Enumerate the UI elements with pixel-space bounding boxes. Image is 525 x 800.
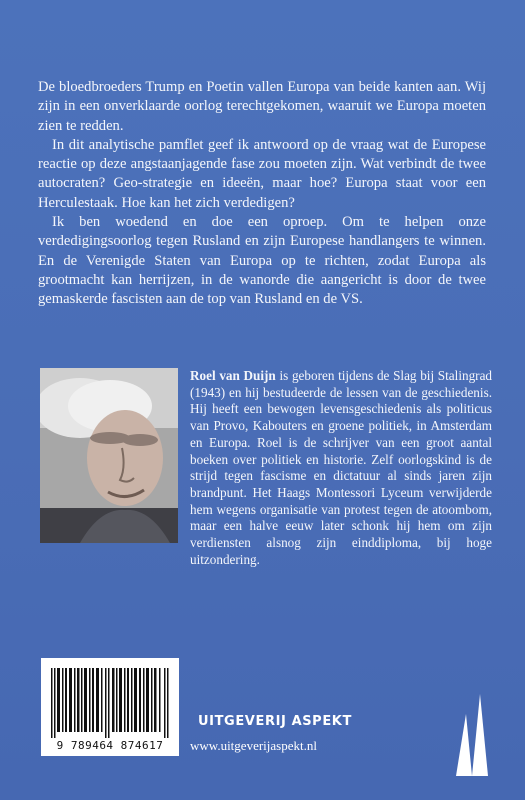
isbn-number: 9 789464 874617 bbox=[56, 739, 164, 752]
blurb-paragraph: De bloedbroeders Trump en Poetin vallen Europa van beide kanten aan. Wij zijn in een onverklaarde oorlog terechtgekomen, waaruit we Europa moeten zien te redden. bbox=[38, 79, 486, 134]
barcode-bars bbox=[51, 668, 169, 738]
blurb-text bbox=[38, 78, 486, 310]
author-bio bbox=[190, 368, 492, 568]
publisher-name: UITGEVERIJ ASPEKT bbox=[198, 714, 352, 729]
blurb-paragraph: Ik ben woedend en doe een oproep. Om te helpen onze verdedigingsoorlog tegen Rusland en zijn Europese handlangers te winnen. En de Verenigde Staten van Europa op te richten, zodat Europa als grootmacht kan herrijzen, in de wanorde die aangericht is door de twee gemaskerde fascisten aan de top van Rusland en de VS. bbox=[38, 214, 486, 308]
isbn-barcode bbox=[41, 658, 179, 756]
publisher-website: www.uitgeverijaspekt.nl bbox=[190, 738, 317, 753]
author-bio-text: is geboren tijdens de Slag bij Stalingrad (1943) en hij bestudeerde de lessen van de geschiedenis. Hij heeft een bewogen levensgeschiedenis als politicus van Provo, Kabouters en groene politiek, in Amsterdam en Europa. Roel is de schrijver van een groot aantal boeken over politiek en historie. Zelf oorlogskind is de strijd tegen fascisme en dictatuur al sinds jaren zijn brandpunt. Het Haags Montessori Lyceum verwijderde hem wegens organisatie van protest tegen de atoombom, maar een halve eeuw later schonk hij hem om zijn verdiensten alsnog zijn einddiploma, bij hoge uitzondering. bbox=[190, 368, 493, 567]
blurb-paragraph: In dit analytische pamflet geef ik antwoord op de vraag wat de Europese reactie op deze angstaanjagende fase zou moeten zijn. Wat verbindt de twee autocraten? Geo-strategie en ideeën, maar hoe? Europa staat voor een Herculestaak. Hoe kan het zich verdedigen? bbox=[38, 136, 486, 211]
author-name: Roel van Duijn bbox=[190, 368, 276, 383]
author-photo bbox=[40, 368, 178, 543]
publisher-logo-icon bbox=[452, 694, 492, 776]
